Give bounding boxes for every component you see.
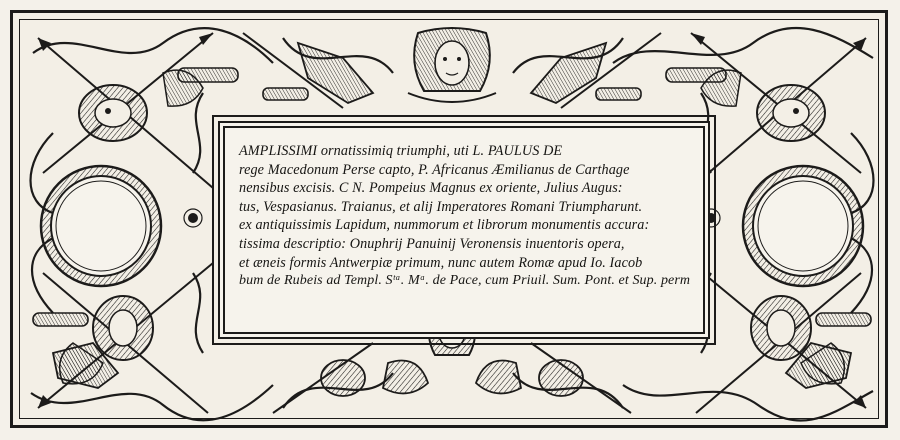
top-bust-mask — [408, 28, 496, 102]
left-medallion — [41, 166, 161, 286]
inscription-line: nensibus excisis. C N. Pompeius Magnus ex oriente, Julius Augus: — [239, 180, 623, 197]
engraved-plate — [10, 10, 888, 428]
inscription-text — [239, 142, 693, 324]
inscription-line: et æneis formis Antwerpiæ primum, nunc autem Romæ apud Io. Iacob — [239, 254, 643, 271]
inscription-line: ex antiquissimis Lapidum, nummorum et librorum monumentis accura: — [239, 217, 650, 234]
inscription-line: rege Macedonum Perse capto, P. Africanus Æmilianus de Carthage — [239, 161, 630, 178]
inscription-line: bum de Rubeis ad Templ. Sᵗᵃ. Mᵃ. de Pace, cum Priuil. Sum. Pont. et Sup. perm — [239, 273, 691, 289]
inscription-line: tus, Vespasianus. Traianus, et alij Imperatores Romani Triumpharunt. — [239, 198, 643, 215]
right-medallion — [743, 166, 863, 286]
inscription-line: AMPLISSIMI ornatissimiq triumphi, uti L. PAULUS DE — [239, 143, 563, 159]
inscription-line: tissima descriptio: Onuphrij Panuinij Veronensis inuentoris opera, — [239, 235, 625, 252]
inscription-cartouche — [218, 121, 710, 339]
